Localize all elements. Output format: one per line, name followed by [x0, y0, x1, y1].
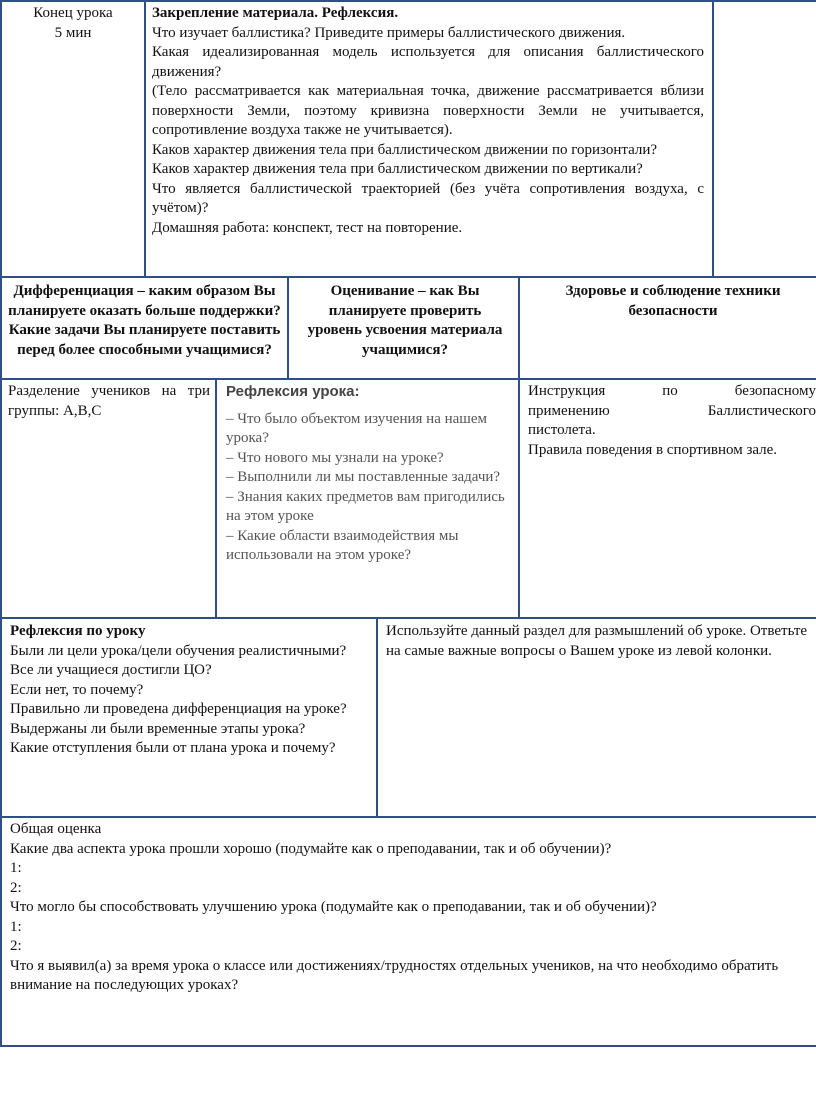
lesson-reflection-title: Рефлексия урока: — [226, 383, 360, 400]
lesson-reflection-item: – Знания каких предметов вам пригодились на этом уроке — [226, 488, 505, 524]
safety-cell — [528, 382, 816, 460]
overall-answer: 2: — [10, 879, 22, 896]
reflection-question: Были ли цели урока/цели обучения реалистичными? — [10, 642, 347, 659]
row3-divider-a — [215, 378, 217, 619]
differentiation-header — [4, 282, 285, 360]
safety-rules: Правила поведения в спортивном зале. — [528, 441, 778, 458]
lesson-reflection-cell — [226, 382, 512, 566]
overall-title: Общая оценка — [10, 821, 102, 837]
groups-cell — [8, 382, 210, 421]
reflection-questions-cell — [10, 622, 370, 759]
health-header-text: Здоровье и соблюдение техники безопасности — [565, 283, 781, 319]
reflection-question: Если нет, то почему? — [10, 681, 144, 698]
consolidation-cell — [152, 4, 704, 238]
table-border-row1 — [0, 276, 816, 278]
reflection-question: Выдержаны ли были временные этапы урока? — [10, 720, 306, 737]
safety-instruction-line: Инструкция по безопасному — [528, 383, 816, 399]
lesson-reflection-item: – Что нового мы узнали на уроке? — [226, 449, 444, 466]
consolidation-line: Что является баллистической траекторией (без учёта сопротивления воздуха, с учётом)? — [152, 180, 704, 216]
differentiation-header-text: Дифференциация – каким образом Вы планируете оказать больше поддержки? Какие задачи Вы планируете поставить перед более способными учащимися? — [8, 283, 281, 358]
table-border-row2 — [0, 378, 816, 380]
overall-answer: 1: — [10, 918, 22, 935]
table-border-bottom — [0, 1045, 816, 1047]
overall-cell — [10, 820, 816, 996]
row4-divider — [376, 617, 378, 818]
row3-divider-b — [518, 378, 520, 619]
table-border-row4 — [0, 816, 816, 818]
reflection-question: Какие отступления были от плана урока и почему? — [10, 740, 336, 756]
row1-divider-b — [712, 0, 714, 278]
reflection-notes-text: Используйте данный раздел для размышлений об уроке. Ответьте на самые важные вопросы о Вашем уроке из левой колонки. — [386, 623, 808, 659]
overall-answer: 2: — [10, 938, 22, 954]
stage-cell — [4, 4, 142, 43]
consolidation-title: Закрепление материала. Рефлексия. — [152, 5, 399, 21]
safety-instruction-line: применению Баллистического — [528, 402, 816, 419]
groups-text: Разделение учеников на три группы: А,В,С — [8, 383, 210, 419]
reflection-question: Все ли учащиеся достигли ЦО? — [10, 662, 212, 678]
overall-question: Что я выявил(а) за время урока о классе или достижениях/трудностях отдельных учеников, на что необходимо обратить внимание на последующих уроках? — [10, 957, 779, 993]
lesson-reflection-item: – Какие области взаимодействия мы использовали на этом уроке? — [226, 527, 459, 563]
safety-instruction-line: пистолета. — [528, 422, 596, 438]
row2-divider-a — [287, 276, 289, 380]
lesson-reflection-item: – Что было объектом изучения на нашем урока? — [226, 410, 487, 446]
assessment-header-text: Оценивание – как Вы планируете проверить уровень усвоения материала учащимися? — [307, 283, 503, 358]
lesson-reflection-item: – Выполнили ли мы поставленные задачи? — [226, 469, 501, 485]
assessment-header — [300, 282, 510, 360]
health-header — [530, 282, 816, 321]
homework-line: Домашняя работа: конспект, тест на повторение. — [152, 219, 463, 236]
consolidation-line: Каков характер движения тела при баллистическом движении по горизонтали? — [152, 141, 658, 158]
table-border-row3 — [0, 617, 816, 619]
consolidation-line: Что изучает баллистика? Приведите примеры баллистического движения. — [152, 24, 626, 41]
consolidation-line: (Тело рассматривается как материальная точка, движение рассматривается вблизи поверхности Земли, поэтому кривизна поверхности Земли не учитывается, сопротивление воздуха также не учитывается). — [152, 83, 704, 138]
table-border-left — [0, 0, 2, 1047]
duration-label: 5 мин — [54, 24, 92, 41]
stage-label: Конец урока — [33, 5, 113, 21]
consolidation-line: Каков характер движения тела при баллистическом движении по вертикали? — [152, 161, 643, 177]
reflection-question: Правильно ли проведена дифференциация на уроке? — [10, 701, 347, 717]
reflection-notes-cell — [386, 622, 814, 661]
overall-answer: 1: — [10, 860, 22, 876]
table-border-top — [0, 0, 816, 2]
reflection-title: Рефлексия по уроку — [10, 623, 146, 639]
row1-divider-a — [144, 0, 146, 278]
overall-question: Какие два аспекта урока прошли хорошо (подумайте как о преподавании, так и об обучении)? — [10, 840, 612, 857]
row2-divider-b — [518, 276, 520, 380]
consolidation-line: Какая идеализированная модель используется для описания баллистического движения? — [152, 44, 704, 80]
overall-question: Что могло бы способствовать улучшению урока (подумайте как о преподавании, так и об обучении)? — [10, 899, 657, 915]
